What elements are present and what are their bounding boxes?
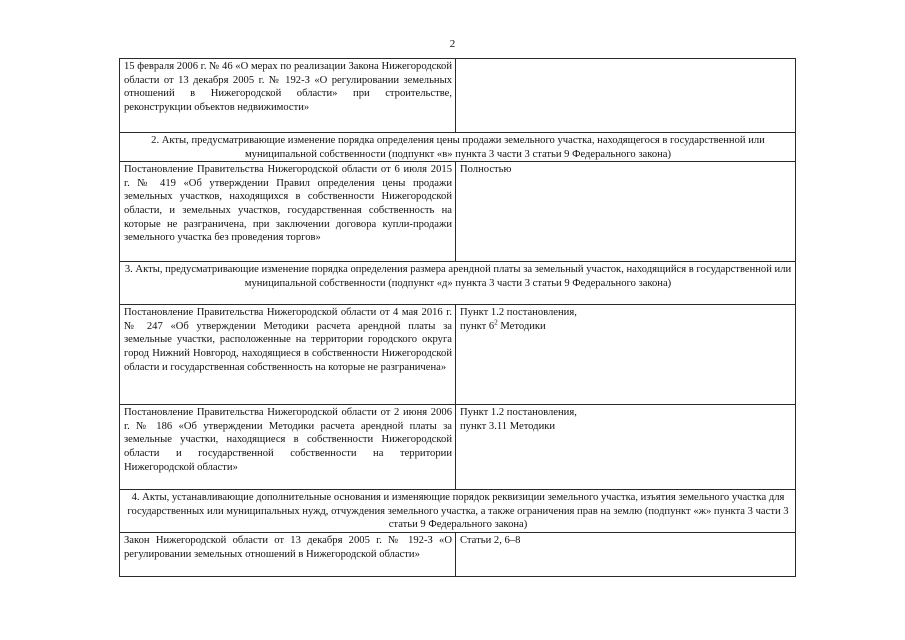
table-row	[120, 162, 796, 262]
provision-cell: Полностью	[456, 162, 796, 262]
section-row	[120, 490, 796, 533]
section-row	[120, 133, 796, 162]
section-heading-2: 2. Акты, предусматривающие изменение порядка определения цены продажи земельного участка, находящегося в государственной или муниципальной собственности (подпункт «в» пункта 3 части 3 статьи 9 Федерального закона)	[120, 133, 796, 162]
provision-line: пункт $6^2$ Методики	[460, 318, 546, 332]
table-row	[120, 305, 796, 405]
section-heading-4: 4. Акты, устанавливающие дополнительные основания и изменяющие порядок реквизиции земельного участка, изъятия земельного участка для государственных или муниципальных нужд, отчуждения земельного участка, а также ограничения прав на землю (подпункт «ж» пункта 3 части 3 статьи 9 Федерального закона)	[120, 490, 796, 533]
provision-line: пункт 3.11 Методики	[460, 420, 556, 432]
act-cell: Постановление Правительства Нижегородской области от 6 июля 2015 г. № 419 «Об утверждении Правил определения цены продажи земельных участков, находящихся в собственности Нижегородской области, и земельных участков, государственная собственность на которые не разграничена, при заключении договора купли-продажи земельного участка без проведения торгов»	[120, 162, 456, 262]
provision-line: Пункт 1.2 постановления,	[460, 407, 577, 419]
table-row	[120, 533, 796, 577]
page-number: 2	[449, 38, 456, 50]
superscript: 2	[494, 318, 498, 327]
table-row	[120, 59, 796, 133]
section-heading-3: 3. Акты, предусматривающие изменение порядка определения размера арендной платы за земельный участок, находящийся в государственной или муниципальной собственности (подпункт «д» пункта 3 части 3 статьи 9 Федерального закона)	[120, 262, 796, 305]
provision-cell: Статьи 2, 6–8	[456, 533, 796, 577]
table-row	[120, 405, 796, 490]
act-cell: Закон Нижегородской области от 13 декабря 2005 г. № 192-З «О регулировании земельных отношений в Нижегородской области»	[120, 533, 456, 577]
provision-cell	[456, 405, 796, 490]
act-cell: Постановление Правительства Нижегородской области от 4 мая 2016 г. № 247 «Об утверждении Методики расчета арендной платы за земельные участки, расположенные на территории городского округа город Нижний Новгород, находящиеся в собственности Нижегородской области и государственная собственность на которые не разграничена»	[120, 305, 456, 405]
act-cell: 15 февраля 2006 г. № 46 «О мерах по реализации Закона Нижегородской области от 13 декабря 2005 г. № 192-З «О регулировании земельных отношений в Нижегородской области» при строительстве, реконструкции объектов недвижимости»	[120, 59, 456, 133]
section-row	[120, 262, 796, 305]
provision-cell	[456, 305, 796, 405]
act-cell: Постановление Правительства Нижегородской области от 2 июня 2006 г. № 186 «Об утверждении Методики расчета арендной платы за земельные участки, находящиеся в собственности Нижегородской области и государственной собственности на территории Нижегородской области»	[120, 405, 456, 490]
acts-table	[119, 58, 796, 577]
provision-cell	[456, 59, 796, 133]
provision-line: Пункт 1.2 постановления,	[460, 307, 577, 319]
